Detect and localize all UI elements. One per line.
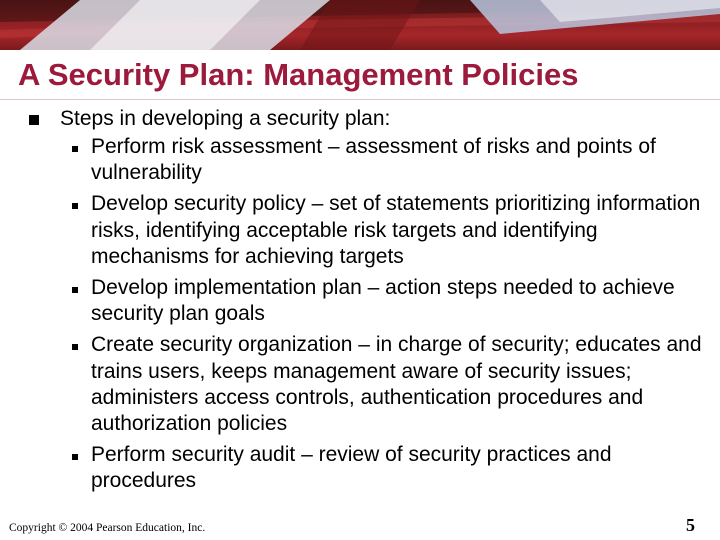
square-bullet-icon <box>72 287 78 293</box>
square-bullet-icon <box>72 344 78 350</box>
step-text: Develop implementation plan – action steps needed to achieve security plan goals <box>91 276 675 326</box>
step-text: Perform risk assessment – assessment of risks and points of vulnerability <box>91 135 656 185</box>
header-banner-image <box>0 0 720 50</box>
main-bullet-text: Steps in developing a security plan: <box>60 107 391 130</box>
step-item <box>0 275 720 327</box>
slide-body <box>0 106 720 500</box>
copyright-notice: Copyright © 2004 Pearson Education, Inc. <box>9 522 206 534</box>
step-item <box>0 442 720 494</box>
square-bullet-icon <box>72 203 78 209</box>
step-item <box>0 332 720 437</box>
square-bullet-icon <box>29 115 39 125</box>
square-bullet-icon <box>72 146 78 152</box>
step-item <box>0 134 720 186</box>
main-bullet-item <box>0 106 720 132</box>
slide-title: A Security Plan: Management Policies <box>18 57 579 92</box>
banner-graphic <box>0 0 720 50</box>
step-text: Perform security audit – review of security practices and procedures <box>91 443 612 493</box>
square-bullet-icon <box>72 454 78 460</box>
step-text: Develop security policy – set of statements prioritizing information risks, identifying acceptable risk targets and identifying mechanisms for achieving targets <box>91 192 701 268</box>
step-text: Create security organization – in charge of security; educates and trains users, keeps management aware of security issues; administers access controls, authentication procedures and authorization policies <box>91 333 702 436</box>
steps-list <box>0 134 720 495</box>
step-item <box>0 191 720 270</box>
page-number: 5 <box>686 515 695 535</box>
title-divider <box>0 99 720 100</box>
